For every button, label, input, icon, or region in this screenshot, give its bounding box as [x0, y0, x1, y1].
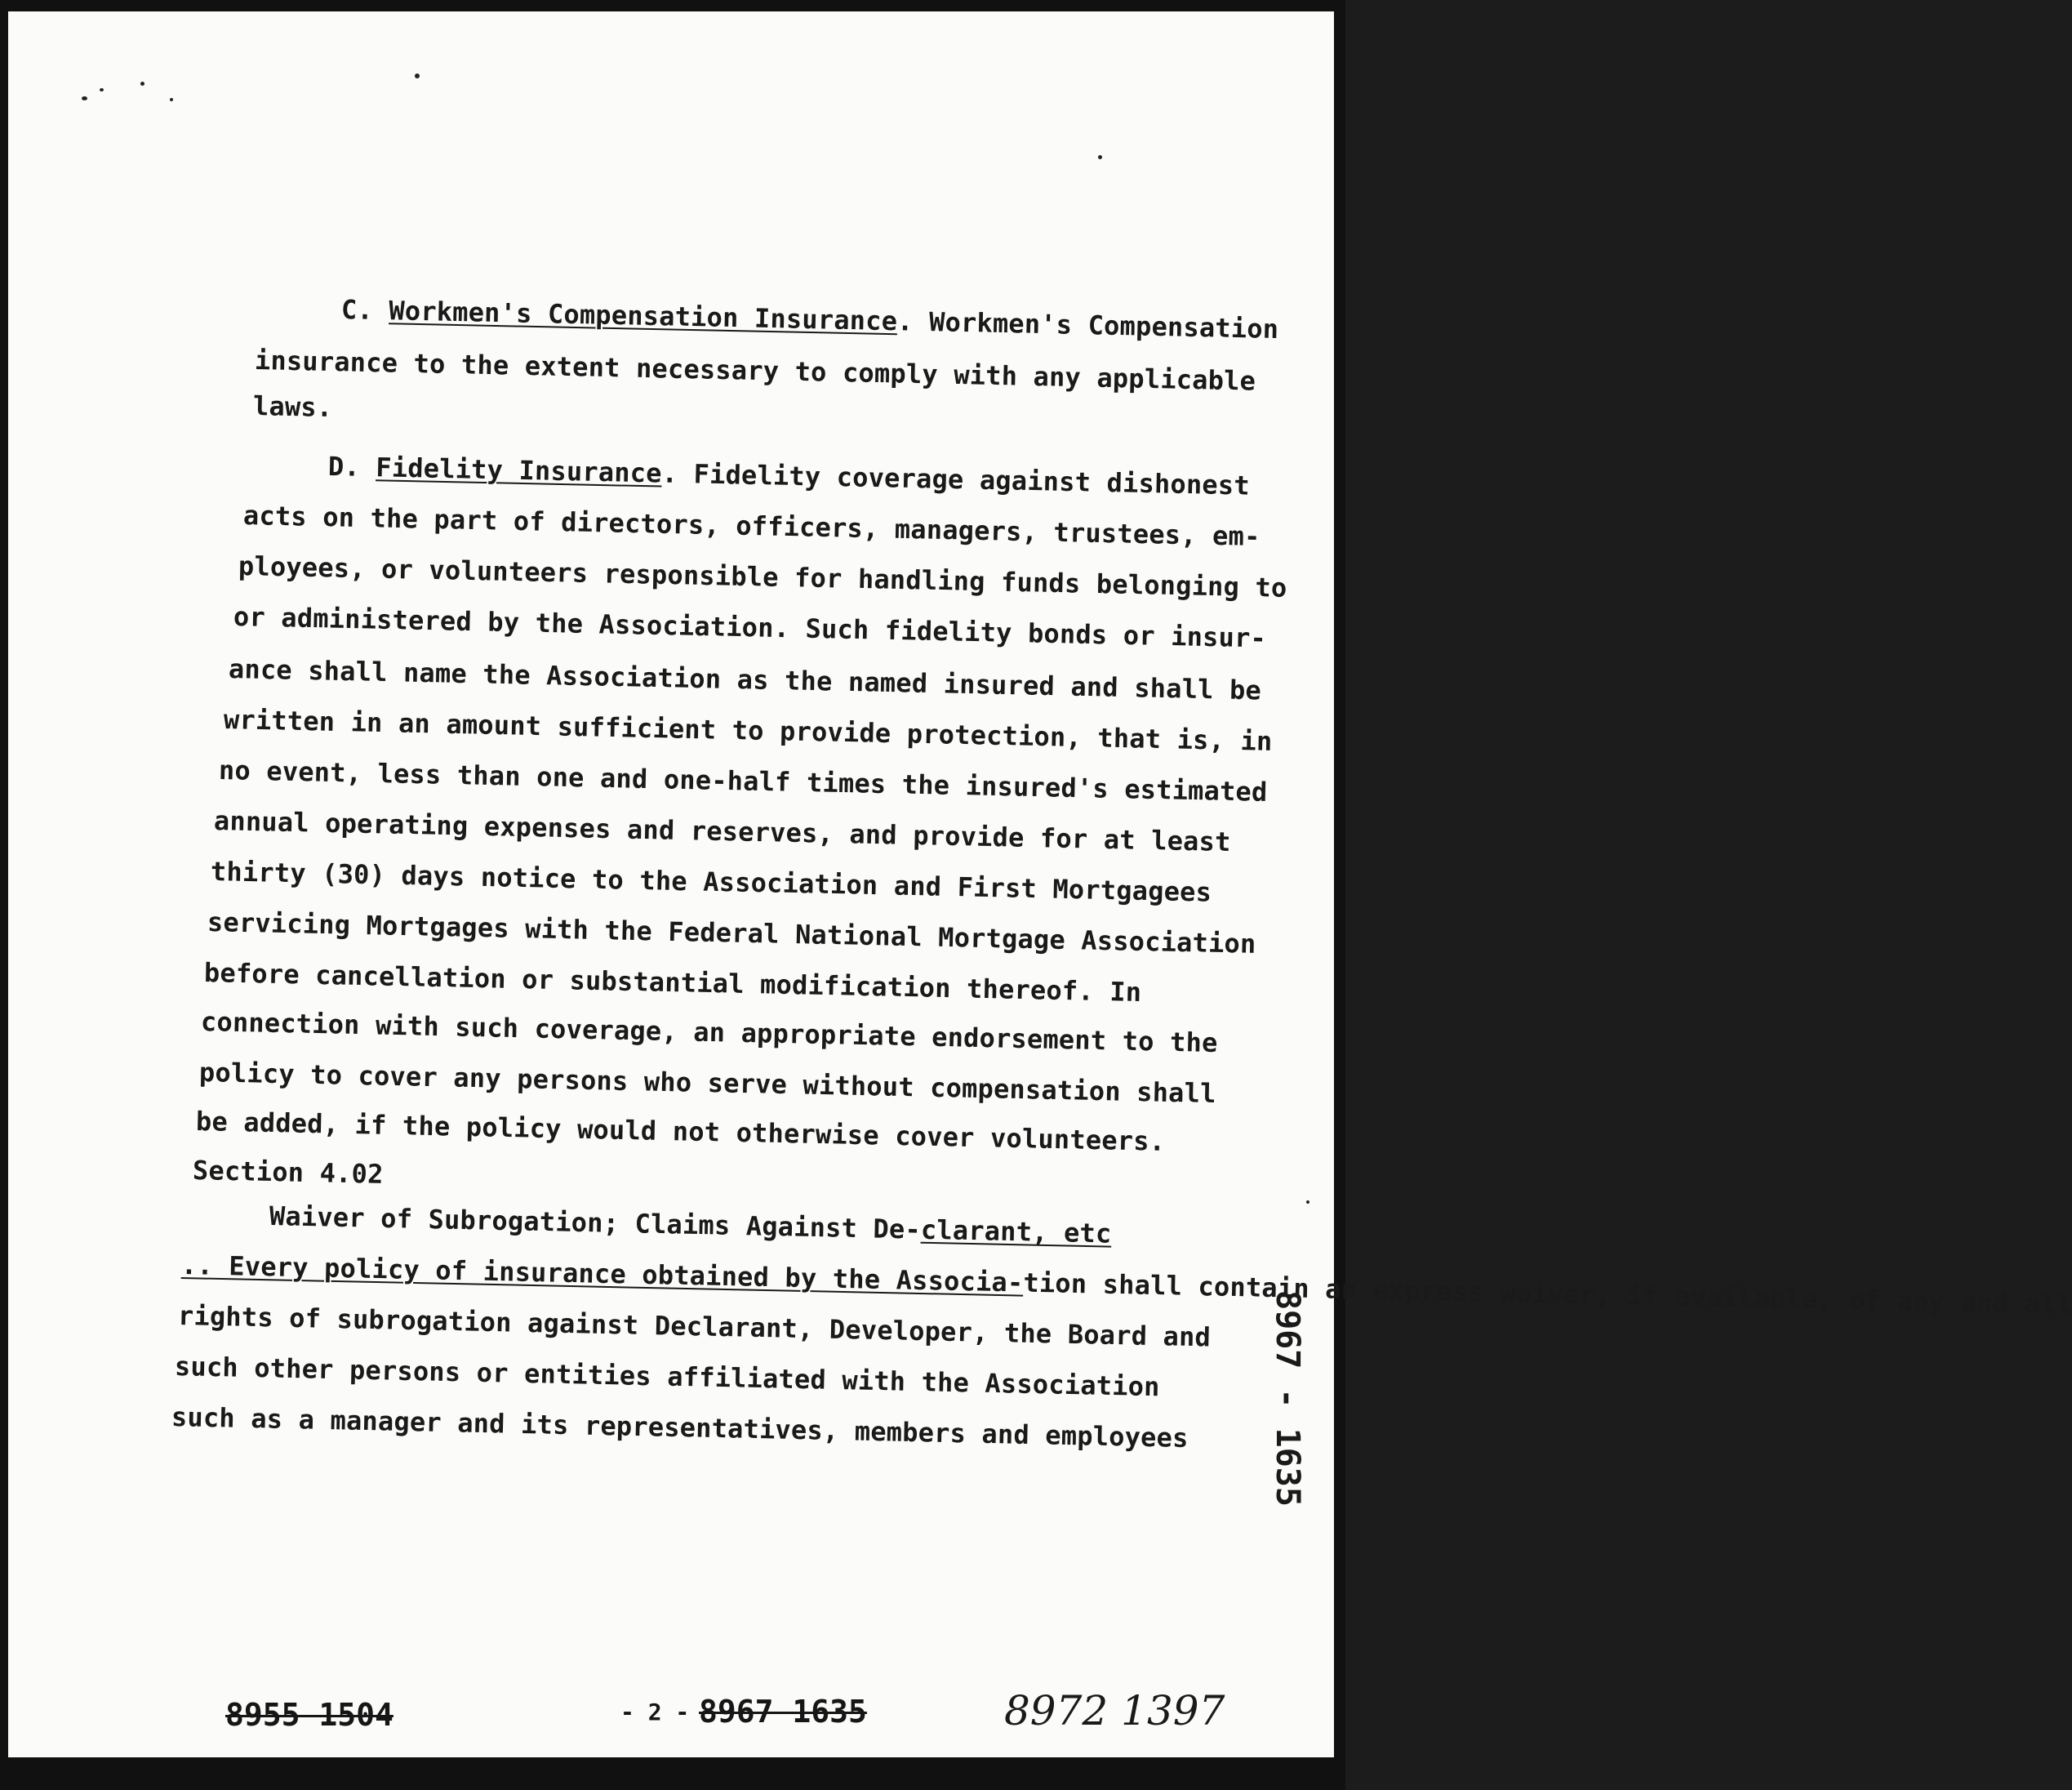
text-line: insurance to the extent necessary to comply with any applicable — [254, 345, 1256, 397]
section-heading: Workmen's Compensation Insurance — [388, 295, 898, 337]
scan-edge-top — [0, 0, 1345, 11]
section-heading-continued: .. Every policy of insurance obtained by the Associa- — [180, 1249, 1024, 1298]
section-letter: D. — [327, 451, 376, 483]
text-line — [341, 294, 1279, 345]
section-heading: clarant, etc — [920, 1213, 1112, 1249]
scan-speck — [100, 88, 104, 91]
page-number: - 2 - — [620, 1699, 690, 1725]
text-line: written in an amount sufficient to provide protection, that is, in — [223, 704, 1273, 757]
text-line: Section 4.02 — [192, 1155, 384, 1190]
text-line: before cancellation or substantial modification thereof. In — [203, 957, 1142, 1009]
text-line: such other persons or entities affiliated with the Association — [174, 1351, 1161, 1403]
scan-speck — [170, 98, 173, 101]
text-line: rights of subrogation against Declarant, Developer, the Board and — [177, 1300, 1212, 1353]
text-line: laws. — [252, 390, 333, 424]
text-line: servicing Mortgages with the Federal National Mortgage Association — [207, 906, 1256, 960]
scan-speck — [82, 96, 87, 100]
scan-speck — [415, 73, 420, 78]
text-span: . Workmen's Compensation — [896, 305, 1279, 345]
text-line: ployees, or volunteers responsible for handling funds belonging to — [238, 550, 1287, 603]
text-line: policy to cover any persons who serve without compensation shall — [198, 1057, 1216, 1110]
section-number: Waiver of Subrogation; Claims Against De- — [269, 1200, 922, 1245]
struck-bates-number-left: 8955 1504 — [225, 1697, 394, 1733]
text-span: . Fidelity coverage against dishonest — [661, 457, 1251, 501]
scan-speck — [1098, 155, 1102, 159]
text-line: or administered by the Association. Such fidelity bonds or insur- — [233, 601, 1267, 654]
text-line — [328, 451, 1251, 501]
section-letter: C. — [340, 294, 389, 327]
text-line: connection with such coverage, an appropriate endorsement to the — [200, 1006, 1218, 1059]
section-heading: Fidelity Insurance — [375, 452, 663, 489]
text-line: acts on the part of directors, officers, managers, trustees, em- — [242, 500, 1261, 553]
scan-edge-left — [0, 0, 8, 1790]
text-line: thirty (30) days notice to the Association and First Mortgagees — [210, 856, 1212, 908]
text-line: no event, less than one and one-half times the insured's estimated — [218, 755, 1268, 808]
text-line: annual operating expenses and reserves, and provide for at least — [213, 805, 1231, 858]
scan-speck — [140, 82, 145, 86]
text-line — [269, 1200, 1112, 1249]
text-line: such as a manager and its representatives, members and employees — [171, 1401, 1189, 1454]
text-span: tion shall contain an express waiver, if available, of any and all — [1023, 1267, 2072, 1320]
scan-edge-bottom — [0, 1757, 1345, 1790]
scan-speck — [1306, 1200, 1309, 1204]
text-line: be added, if the policy would not otherwise cover volunteers. — [195, 1106, 1166, 1157]
scan-edge-right — [1334, 0, 1345, 1790]
text-line: ance shall name the Association as the named insured and shall be — [228, 653, 1262, 706]
handwritten-bates-number: 8972 1397 — [1004, 1687, 1225, 1734]
struck-bates-number-middle: 8967 1635 — [699, 1694, 867, 1730]
margin-handwritten-number: 8967 - 1635 — [1269, 1290, 1306, 1507]
